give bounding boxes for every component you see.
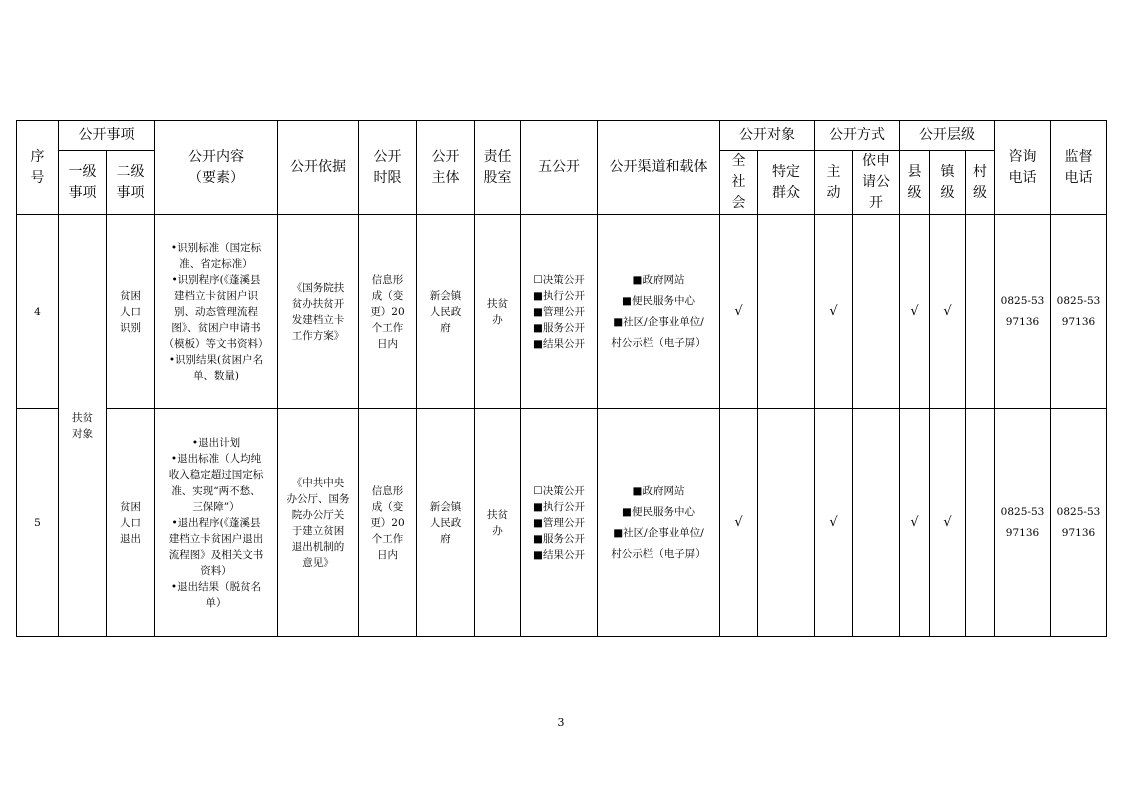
row-consult-phone: 0825-53 97136 xyxy=(995,409,1051,637)
row-five-open: ☐决策公开 ■执行公开 ■管理公开 ■服务公开 ■结果公开 xyxy=(521,409,598,637)
row-method-active-check: √ xyxy=(815,215,853,409)
header-consult-phone: 咨询 电话 xyxy=(995,121,1051,215)
page-number: 3 xyxy=(557,716,565,729)
header-target-specific: 特定 群众 xyxy=(758,151,815,215)
row-channel: ■政府网站 ■便民服务中心 ■社区/企事业单位/ 村公示栏（电子屏） xyxy=(598,215,720,409)
row-level2-item: 贫困 人口 退出 xyxy=(107,409,155,637)
row-level-village-check xyxy=(966,215,995,409)
header-channel: 公开渠道和载体 xyxy=(598,121,720,215)
table-row xyxy=(17,215,1107,409)
header-level-village: 村 级 xyxy=(966,151,995,215)
header-matters: 公开事项 xyxy=(59,121,155,151)
row-method-active-check: √ xyxy=(815,409,853,637)
row-level2-item: 贫困 人口 识别 xyxy=(107,215,155,409)
header-method-active: 主 动 xyxy=(815,151,853,215)
header-target: 公开对象 xyxy=(720,121,815,151)
header-level: 公开层级 xyxy=(900,121,995,151)
row-basis: 《国务院扶 贫办扶贫开 发建档立卡 工作方案》 xyxy=(278,215,359,409)
row-department: 扶贫 办 xyxy=(475,409,521,637)
row-level-village-check xyxy=(966,409,995,637)
header-supervise-phone: 监督 电话 xyxy=(1051,121,1107,215)
row-basis: 《中共中央 办公厅、国务 院办公厅关 于建立贫困 退出机制的 意见》 xyxy=(278,409,359,637)
header-target-all: 全 社 会 xyxy=(720,151,758,215)
header-department: 责任 股室 xyxy=(475,121,521,215)
row-subject: 新会镇 人民政 府 xyxy=(417,215,475,409)
row-seq: 5 xyxy=(17,409,59,637)
row-five-open: ☐决策公开 ■执行公开 ■管理公开 ■服务公开 ■结果公开 xyxy=(521,215,598,409)
disclosure-table xyxy=(16,120,1107,637)
row-target-all-check: √ xyxy=(720,409,758,637)
row-level1-item: 扶贫 对象 xyxy=(59,215,107,637)
row-channel: ■政府网站 ■便民服务中心 ■社区/企事业单位/ 村公示栏（电子屏） xyxy=(598,409,720,637)
header-method-apply: 依申 请公 开 xyxy=(853,151,900,215)
row-target-specific-check xyxy=(758,215,815,409)
row-level-town-check: √ xyxy=(930,409,966,637)
row-target-specific-check xyxy=(758,409,815,637)
header-level2: 二级 事项 xyxy=(107,151,155,215)
row-level-county-check: √ xyxy=(900,215,930,409)
row-level-county-check: √ xyxy=(900,409,930,637)
row-method-apply-check xyxy=(853,409,900,637)
header-five-open: 五公开 xyxy=(521,121,598,215)
row-supervise-phone: 0825-53 97136 xyxy=(1051,409,1107,637)
row-content: •退出计划 •退出标准（人均纯 收入稳定超过国定标 准、实现“两不愁、 三保障”） •退出程序(《蓬溪县 建档立卡贫困户退出 流程图》及相关文书 资料） •退出结果（脱贫名 单） xyxy=(155,409,278,637)
header-seq: 序 号 xyxy=(17,121,59,215)
header-time-limit: 公开 时限 xyxy=(359,121,417,215)
header-method: 公开方式 xyxy=(815,121,900,151)
header-row-top xyxy=(17,121,1107,151)
row-method-apply-check xyxy=(853,215,900,409)
header-level-town: 镇 级 xyxy=(930,151,966,215)
row-time-limit: 信息形 成（变 更）20 个工作 日内 xyxy=(359,215,417,409)
row-content: •识别标准（国定标 准、省定标准） •识别程序(《蓬溪县 建档立卡贫困户识 别、动态管理流程 图》、贫困户申请书 （模板）等文书资料） •识别结果(贫困户名 单、数量) xyxy=(155,215,278,409)
header-subject: 公开 主体 xyxy=(417,121,475,215)
row-subject: 新会镇 人民政 府 xyxy=(417,409,475,637)
row-level-town-check: √ xyxy=(930,215,966,409)
row-consult-phone: 0825-53 97136 xyxy=(995,215,1051,409)
row-department: 扶贫 办 xyxy=(475,215,521,409)
header-basis: 公开依据 xyxy=(278,121,359,215)
row-target-all-check: √ xyxy=(720,215,758,409)
table-row xyxy=(17,409,1107,637)
header-content: 公开内容 （要素） xyxy=(155,121,278,215)
row-seq: 4 xyxy=(17,215,59,409)
row-time-limit: 信息形 成（变 更）20 个工作 日内 xyxy=(359,409,417,637)
row-supervise-phone: 0825-53 97136 xyxy=(1051,215,1107,409)
header-level1: 一级 事项 xyxy=(59,151,107,215)
header-level-county: 县 级 xyxy=(900,151,930,215)
